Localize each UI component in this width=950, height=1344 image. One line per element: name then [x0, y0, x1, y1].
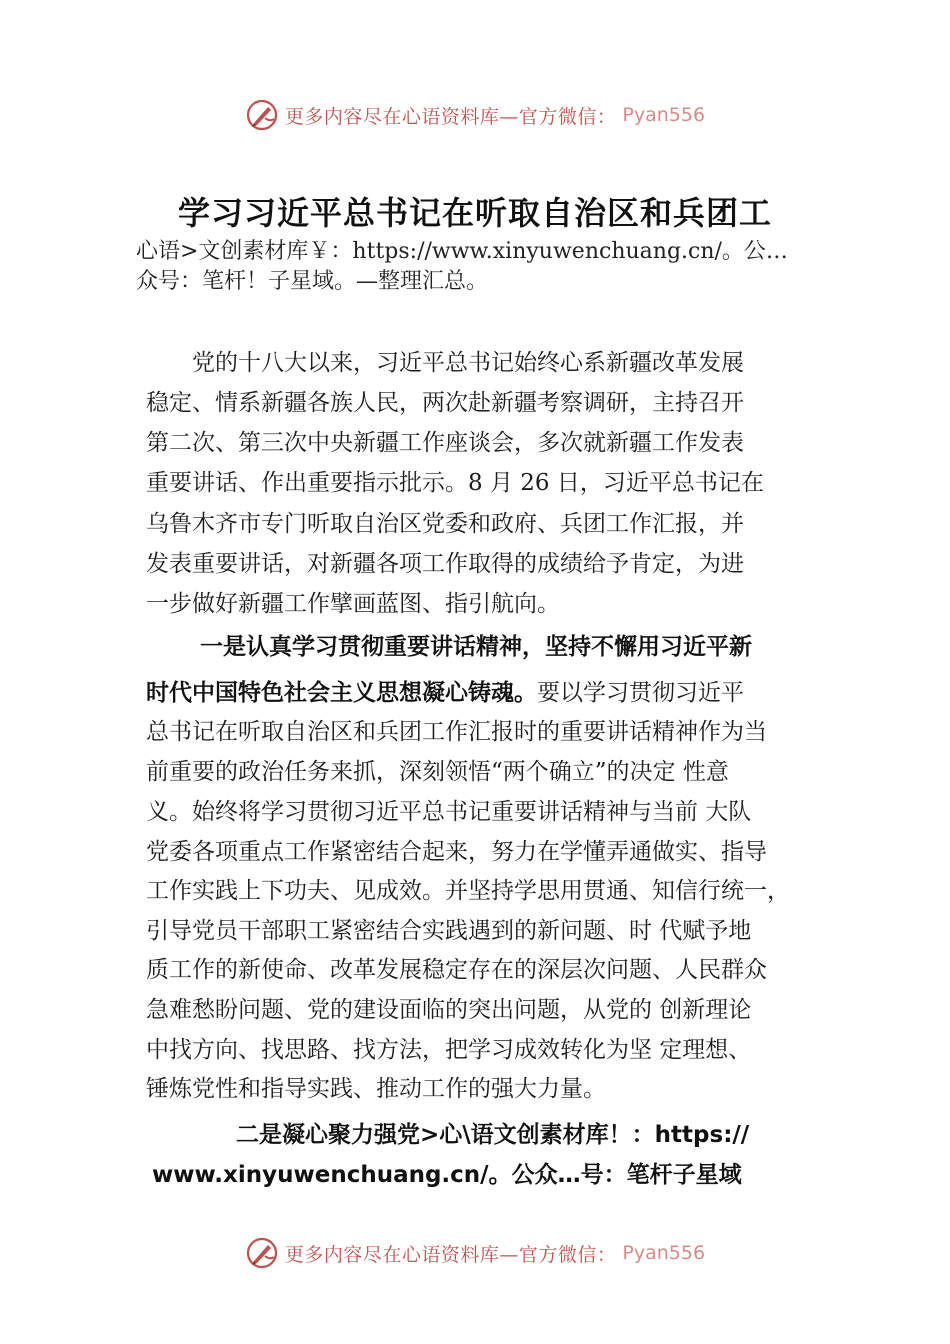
header-banner [0, 95, 950, 135]
pen-seal-icon [245, 98, 279, 132]
section-1-line: 急难愁盼问题、党的建设面临的突出问题，从党的 创新理论 [146, 997, 752, 1023]
banner-text: 更多内容尽在心语资料库—官方微信： [284, 105, 617, 128]
footer-banner [0, 1233, 950, 1273]
section-1-line: 中找方向、找思路、找方法，把学习成效转化为坚 定理想、 [146, 1037, 752, 1063]
section-1-heading-end: 时代中国特色社会主义思想凝心铸魂。 [146, 680, 537, 706]
pen-seal-icon [245, 1236, 279, 1270]
paragraph-1-line: 乌鲁木齐市专门听取自治区党委和政府、兵团工作汇报，并 [146, 511, 744, 537]
section-1-line: 党委各项重点工作紧密结合起来，努力在学懂弄通做实、指导 [146, 839, 767, 865]
paragraph-1-line: 发表重要讲话，对新疆各项工作取得的成绩给予肯定，为进 [146, 551, 744, 577]
section-1-line: 前重要的政治任务来抓，深刻领悟“两个确立”的决定 性意 [146, 759, 729, 785]
section-2-heading-continuation: www.xinyuwenchuang.cn/。公众…号：笔杆子星域 [152, 1162, 742, 1188]
section-1-heading-continuation [146, 678, 744, 708]
section-1-line: 锤炼党性和指导实践、推动工作的强大力量。 [146, 1076, 606, 1102]
section-1-line: 总书记在听取自治区和兵团工作汇报时的重要讲话精神作为当 [146, 719, 767, 745]
banner-contact: Pyan556 [622, 104, 706, 126]
source-line-2: 众号：笔杆！子星域。—整理汇总。 [136, 269, 489, 294]
section-1-line: 工作实践上下功夫、见成效。并坚持学思用贯通、知信行统一， [146, 878, 790, 904]
document-title: 学习习近平总书记在听取自治区和兵团工 [177, 194, 772, 232]
paragraph-1-line: 稳定、情系新疆各族人民，两次赴新疆考察调研，主持召开 [146, 390, 744, 416]
banner-contact: Pyan556 [622, 1242, 706, 1264]
section-2-heading: 二是凝心聚力强党>心\语文创素材库！：https:// [236, 1122, 750, 1148]
section-1-line: 质工作的新使命、改革发展稳定存在的深层次问题、人民群众 [146, 957, 767, 983]
banner-text: 更多内容尽在心语资料库—官方微信： [284, 1243, 617, 1266]
paragraph-1-line: 第二次、第三次中央新疆工作座谈会，多次就新疆工作发表 [146, 430, 744, 456]
section-1-line: 义。始终将学习贯彻习近平总书记重要讲话精神与当前 大队 [146, 799, 752, 825]
paragraph-1-line: 党的十八大以来，习近平总书记始终心系新疆改革发展 [192, 350, 744, 376]
source-line-1: 心语>文创素材库￥：https://www.xinyuwenchuang.cn/。公… [136, 239, 788, 264]
paragraph-1-line: 一步做好新疆工作擘画蓝图、指引航向。 [146, 591, 560, 617]
section-1-text-start: 要以学习贯彻习近平 [537, 680, 744, 706]
section-1-heading: 一是认真学习贯彻重要讲话精神，坚持不懈用习近平新 [200, 634, 752, 660]
paragraph-1-line: 重要讲话、作出重要指示批示。8 月 26 日，习近平总书记在 [146, 470, 764, 496]
section-1-line: 引导党员干部职工紧密结合实践遇到的新问题、时 代赋予地 [146, 918, 752, 944]
